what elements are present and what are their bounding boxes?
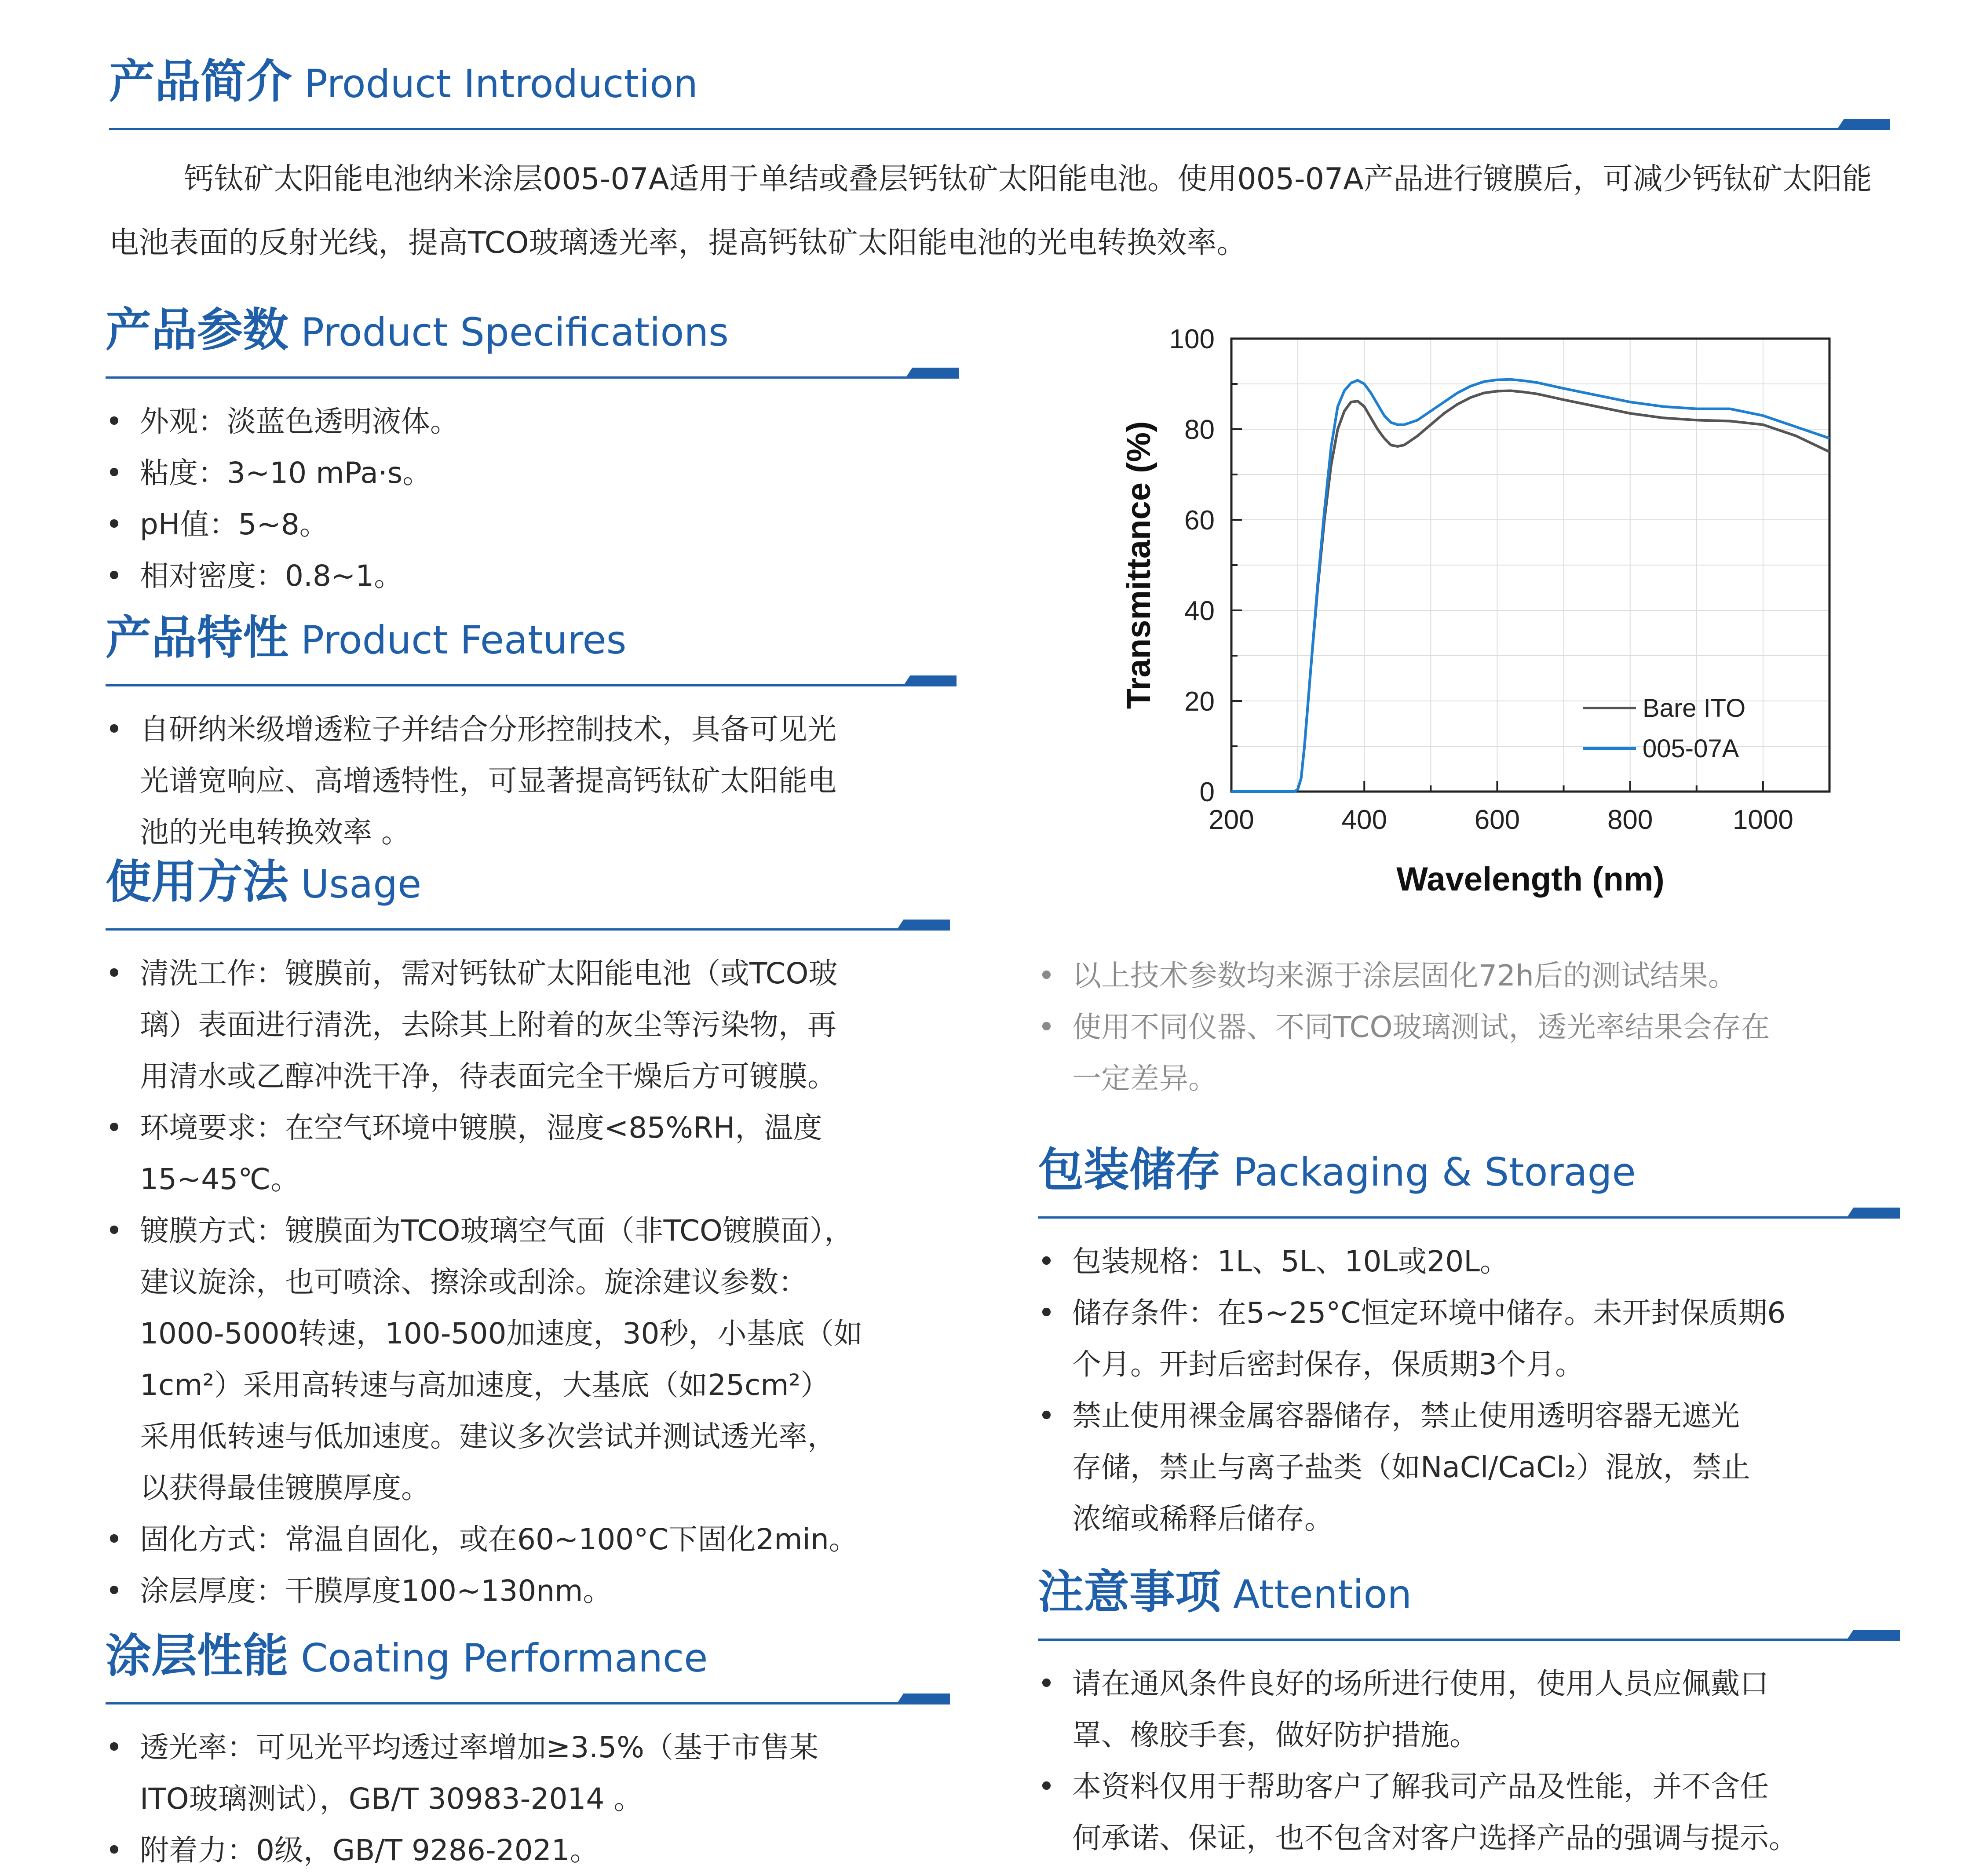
heading-rule [106,376,959,379]
heading-tab [897,920,950,929]
heading-tab [1837,119,1890,129]
y-tick-label: 80 [1184,415,1215,445]
specs-title [106,295,729,368]
y-tick-label: 20 [1184,686,1215,717]
features-heading [106,602,957,690]
list-item: • 自研纳米级增透粒子并结合分形控制技术，具备可见光 光谱宽响应、高增透特性，可显著提高钙钛矿太阳能电 池的光电转换效率 。 [106,704,957,858]
packaging-title-cn: 包装储存 [1038,1143,1221,1197]
heading-rule [1038,1639,1900,1641]
coating-section [106,1621,950,1876]
packaging-title [1038,1135,1636,1208]
specs-list [106,396,959,602]
packaging-list [1038,1236,1900,1544]
x-tick-label: 400 [1341,805,1387,835]
packaging-section [1038,1135,1900,1544]
attention-title [1038,1557,1412,1630]
specs-title-cn: 产品参数 [106,303,289,357]
usage-list [106,948,950,1617]
list-item: • 固化方式：常温自固化，或在60~100°C下固化2min。 [106,1514,950,1565]
packaging-heading [1038,1135,1900,1223]
usage-heading [106,847,950,934]
y-tick-label: 0 [1199,777,1215,807]
intro-title-en: Product Introduction [304,61,698,106]
heading-rule [1038,1216,1900,1219]
heading-tab [1847,1630,1900,1639]
notes-section [1038,950,1900,1104]
features-title-cn: 产品特性 [106,611,289,664]
attention-title-en: Attention [1233,1572,1412,1617]
features-title-en: Product Features [301,617,627,663]
x-tick-label: 1000 [1732,805,1793,835]
heading-tab [1847,1208,1900,1217]
intro-text: 钙钛矿太阳能电池纳米涂层005-07A适用于单结或叠层钙钛矿太阳能电池。使用005-07A产品进行镀膜后，可减少钙钛矿太阳能电池表面的反射光线，提高TCO玻璃透光率，提高钙钛矿太阳能电池的光电转换效率。 [109,162,1872,260]
list-item: • 以上技术参数均来源于涂层固化72h后的测试结果。 [1038,950,1900,1001]
coating-title-cn: 涂层性能 [106,1629,289,1683]
x-tick-label: 800 [1607,805,1653,835]
legend-label: 005-07A [1643,734,1739,763]
x-axis-label: Wavelength (nm) [1396,861,1665,898]
attention-list [1038,1658,1900,1864]
usage-title [106,847,421,920]
heading-rule [106,684,957,686]
usage-title-cn: 使用方法 [106,855,289,909]
attention-heading [1038,1557,1900,1645]
heading-rule [106,928,950,931]
list-item: • 本资料仅用于帮助客户了解我司产品及性能，并不含任 何承诺、保证，也不包含对客户选择产品的强调与提示。 [1038,1761,1900,1864]
features-title [106,602,627,675]
heading-rule [109,128,1890,130]
list-item: • 包装规格：1L、5L、10L或20L。 [1038,1236,1900,1287]
list-item: • 禁止使用裸金属容器储存，禁止使用透明容器无遮光 存储，禁止与离子盐类（如NaCl/CaCl₂）混放，禁止 浓缩或稀释后储存。 [1038,1390,1900,1544]
legend-label: Bare ITO [1643,694,1746,723]
specs-title-en: Product Specifications [301,310,729,355]
heading-tab [904,675,957,685]
usage-section [106,847,950,1617]
list-item: • 环境要求：在空气环境中镀膜，湿度<85%RH，温度 15~45℃。 [106,1102,950,1205]
list-item: • 粘度：3~10 mPa·s。 [106,447,959,499]
y-tick-label: 100 [1169,324,1215,354]
list-item: • 使用不同仪器、不同TCO玻璃测试，透光率结果会存在 一定差异。 [1038,1001,1900,1104]
specs-section [106,295,959,602]
heading-tab [897,1694,950,1703]
y-tick-label: 60 [1184,505,1215,536]
x-tick-label: 600 [1474,805,1520,835]
attention-section [1038,1557,1900,1864]
features-list [106,704,957,858]
list-item: • 附着力：0级，GB/T 9286-2021。 [106,1825,950,1876]
list-item: • 请在通风条件良好的场所进行使用，使用人员应佩戴口 罩、橡胶手套，做好防护措施。 [1038,1658,1900,1761]
intro-title-cn: 产品简介 [109,55,292,108]
y-axis-label: Transmittance (%) [1120,421,1157,709]
transmittance-chart [1095,308,1878,945]
usage-title-en: Usage [301,861,422,907]
intro-heading [109,46,1890,134]
list-item: • pH值：5~8。 [106,499,959,550]
series-line-bare-ito [1231,391,1829,792]
intro-section [109,46,1890,275]
specs-heading [106,295,959,383]
packaging-title-en: Packaging & Storage [1233,1150,1636,1195]
attention-title-cn: 注意事项 [1038,1565,1221,1619]
heading-tab [906,368,959,377]
coating-title-en: Coating Performance [301,1635,708,1681]
intro-title [109,46,698,119]
notes-list [1038,950,1900,1104]
x-tick-label: 200 [1209,805,1254,835]
list-item: • 涂层厚度：干膜厚度100~130nm。 [106,1565,950,1617]
list-item: • 相对密度：0.8~1。 [106,550,959,602]
heading-rule [106,1702,950,1704]
y-tick-label: 40 [1184,596,1215,626]
list-item: • 清洗工作：镀膜前，需对钙钛矿太阳能电池（或TCO玻 璃）表面进行清洗，去除其上附着的灰尘等污染物，再 用清水或乙醇冲洗干净，待表面完全干燥后方可镀膜。 [106,948,950,1102]
coating-title [106,1621,708,1694]
list-item: • 镀膜方式：镀膜面为TCO玻璃空气面（非TCO镀膜面）， 建议旋涂，也可喷涂、擦涂或刮涂。旋涂建议参数： 1000-5000转速，100-500加速度，30秒，小基底（如 1cm²）采用高转速与高加速度，大基底（如25cm²） 采用低转速与低加速度。建议多次尝试并测试透光率， 以获得最佳镀膜厚度。 [106,1205,950,1514]
list-item: • 外观：淡蓝色透明液体。 [106,396,959,447]
list-item: • 储存条件：在5~25°C恒定环境中储存。未开封保质期6 个月。开封后密封保存，保质期3个月。 [1038,1287,1900,1390]
list-item: • 透光率：可见光平均透过率增加≥3.5%（基于市售某 ITO玻璃测试），GB/T 30983-2014 。 [106,1722,950,1825]
series-line-005-07a [1231,380,1829,792]
coating-list [106,1722,950,1876]
features-section [106,602,957,858]
coating-heading [106,1621,950,1708]
